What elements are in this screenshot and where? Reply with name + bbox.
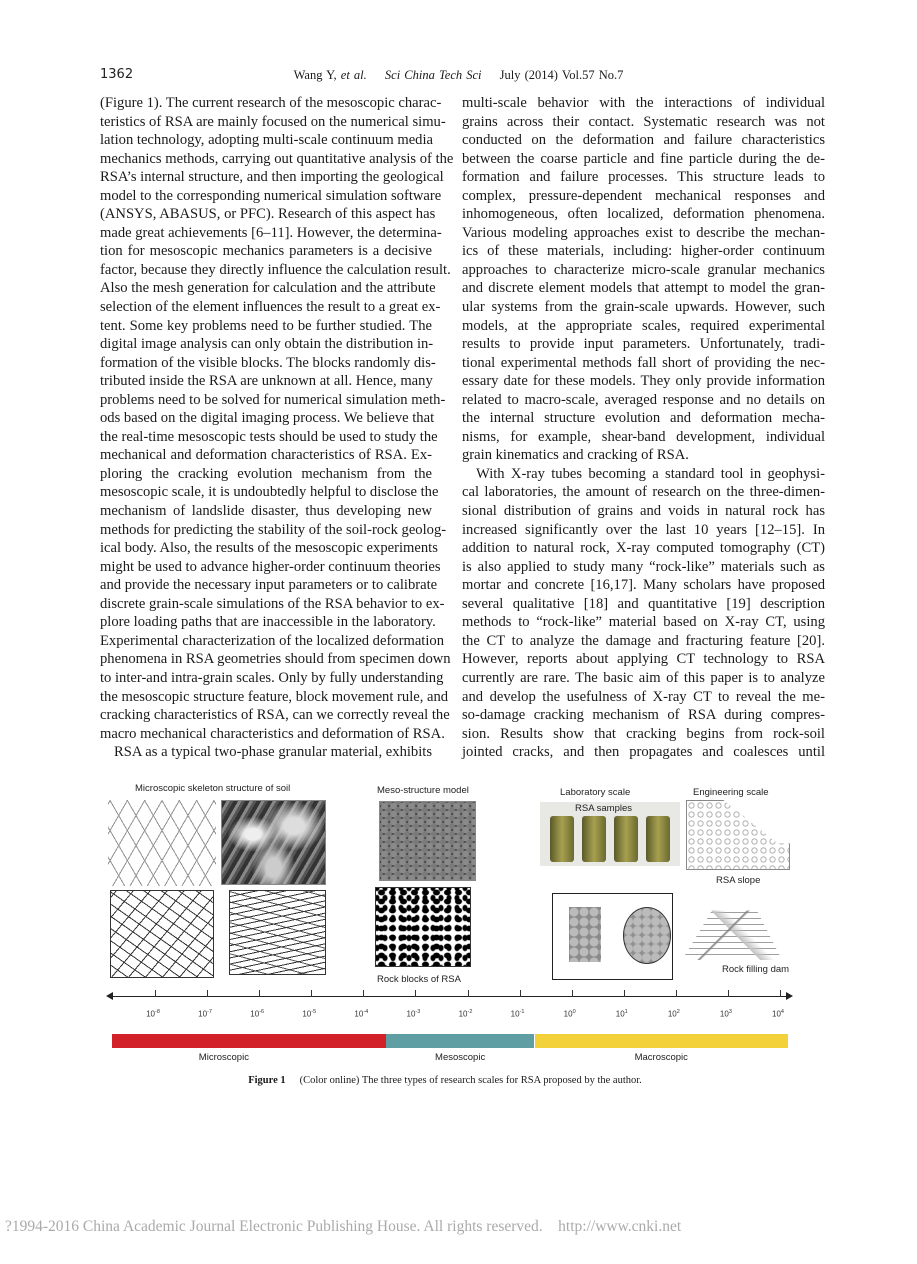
text-line: phenomena in RSA geometries should from specimen down <box>100 651 451 668</box>
tick-base: 10 <box>250 1009 260 1019</box>
label-rsa-slope: RSA slope <box>716 875 761 886</box>
tick-exponent: 1 <box>624 1009 628 1015</box>
tick-exponent: -5 <box>311 1009 317 1015</box>
band-label: Macroscopic <box>634 1052 688 1063</box>
tick-exponent: 4 <box>780 1009 784 1015</box>
tick-base: 10 <box>354 1009 364 1019</box>
text-line: related to macro-scale, averaged response and no details on <box>462 391 825 408</box>
text-line: currently are rare. The basic aim of this paper is to analyze <box>462 669 825 686</box>
axis-tick <box>259 990 260 997</box>
text-line: sional distribution of grains and voids in natural rock has <box>462 503 825 520</box>
text-line: and develop the usefulness of X-ray CT to reveal the me- <box>462 688 825 705</box>
text-line: might be used to advance higher-order continuum theories <box>100 558 441 575</box>
text-line: so-damage cracking mechanism of RSA during compres- <box>462 707 825 724</box>
text-line: tributed inside the RSA are unknown at all. Hence, many <box>100 373 433 390</box>
axis-tick <box>155 990 156 997</box>
tick-label <box>302 1009 316 1019</box>
scale-band-macroscopic <box>535 1034 789 1048</box>
clay-fabric-drawing-a <box>110 890 214 978</box>
text-line: Also the mesh generation for calculation and the attribute <box>100 280 436 297</box>
text-line: conducted on the deformation and failure characteristics <box>462 132 825 149</box>
arrow-right-icon <box>786 992 793 1000</box>
scale-band-mesoscopic <box>386 1034 535 1048</box>
tick-exponent: -4 <box>363 1009 369 1015</box>
text-line: teristics of RSA are mainly focused on the numerical simu- <box>100 113 446 130</box>
label-rsa-samples: RSA samples <box>575 803 633 814</box>
text-line: mechanical and deformation characteristics of RSA. Ex- <box>100 447 432 464</box>
tick-label <box>720 1009 732 1019</box>
text-line: digital image analysis can only obtain the distribution in- <box>100 336 434 353</box>
axis-tick <box>780 990 781 997</box>
tick-exponent: -2 <box>467 1009 473 1015</box>
text-line: nisms, for example, shear-band development, individual <box>462 428 825 445</box>
text-line: methods to “rock-like” material based on X-ray CT, using <box>462 614 825 631</box>
text-line: approaches to characterize micro-scale granular mechanics <box>462 261 825 278</box>
meso-structure-image <box>379 801 476 881</box>
soil-lattice-diagram <box>108 800 216 886</box>
text-line: is also applied to study many “rock-like” materials such as <box>462 558 825 575</box>
tick-base: 10 <box>615 1009 625 1019</box>
text-line: ics of these materials, including: higher-order continuum <box>462 243 825 260</box>
tick-label <box>146 1009 160 1019</box>
text-line: sion. Results show that cracking begins from rock-soil <box>462 725 825 742</box>
text-line: results to provide input parameters. Unfortunately, tradi- <box>462 336 825 353</box>
tick-label <box>564 1009 576 1019</box>
text-line: macro mechanical characteristics and deformation of RSA. <box>100 725 445 742</box>
text-line: (ANSYS, ABASUS, or PFC). Research of this aspect has <box>100 206 436 223</box>
label-meso-model: Meso-structure model <box>377 785 469 796</box>
text-line: mechanism of landslide disaster, thus developing new <box>100 503 432 520</box>
text-line: increased significantly over the last 10 years [12–15]. In <box>462 521 825 538</box>
tick-exponent: -3 <box>415 1009 421 1015</box>
label-eng-scale: Engineering scale <box>693 787 769 798</box>
tick-label <box>407 1009 421 1019</box>
text-line: several qualitative [18] and quantitative [19] description <box>462 595 825 612</box>
tick-base: 10 <box>458 1009 468 1019</box>
text-line: the real-time mesoscopic tests should be used to study the <box>100 428 438 445</box>
tick-base: 10 <box>406 1009 416 1019</box>
text-line: discrete grain-scale simulations of the RSA behavior to ex- <box>100 595 445 612</box>
band-label: Microscopic <box>198 1052 249 1063</box>
text-line: essary date for these models. They only provide information <box>462 373 825 390</box>
running-header <box>0 68 917 83</box>
text-line: cal laboratories, the amount of research on the three-dimen- <box>462 484 825 501</box>
label-rock-blocks: Rock blocks of RSA <box>377 974 461 985</box>
axis-tick <box>468 990 469 997</box>
rsa-slope-drawing <box>686 800 790 870</box>
text-line: RSA’s internal structure, and then importing the geological <box>100 169 444 186</box>
tick-label <box>772 1009 784 1019</box>
header-issue: July (2014) Vol.57 No.7 <box>499 68 624 82</box>
text-line: between the coarse particle and fine particle during the de- <box>462 150 825 167</box>
header-et-al: et al. <box>340 68 367 82</box>
text-line: grain kinematics and cracking of RSA. <box>462 447 689 464</box>
text-line: and discrete element models that attempt to model the gran- <box>462 280 825 297</box>
axis-tick <box>415 990 416 997</box>
tick-label <box>459 1009 473 1019</box>
copyright-footer: ?1994-2016 China Academic Journal Electronic Publishing House. All rights reserved. http://www.cnki.net <box>5 1218 682 1235</box>
text-line: jointed cracks, and then propagates and coalesces until <box>462 744 825 761</box>
text-line: (Figure 1). The current research of the mesoscopic charac- <box>100 95 442 111</box>
tick-base: 10 <box>146 1009 156 1019</box>
text-line: addition to natural rock, X-ray computed tomography (CT) <box>462 540 825 557</box>
text-line: methods for predicting the stability of the soil-rock geolog- <box>100 521 447 538</box>
text-line: problems need to be solved for numerical simulation meth- <box>100 391 446 408</box>
text-line: mesoscopic scale, it is undoubtedly helpful to disclose the <box>100 484 439 501</box>
header-authors: Wang Y, <box>293 68 337 82</box>
text-line: tion for mesoscopic mechanics parameters is a decisive <box>100 243 432 260</box>
text-line: lation technology, adopting multi-scale continuum media <box>100 132 434 149</box>
clay-fabric-drawing-b <box>229 890 326 975</box>
label-micro-skeleton: Microscopic skeleton structure of soil <box>135 783 291 794</box>
right-text-column <box>462 94 825 762</box>
tick-exponent: -1 <box>519 1009 525 1015</box>
tick-base: 10 <box>198 1009 208 1019</box>
text-line: model to the corresponding numerical simulation software <box>100 187 442 204</box>
text-line: formation of the visible blocks. The blocks randomly dis- <box>100 354 436 371</box>
text-line: to inter-and intra-grain scales. Only by fully understanding <box>100 669 444 686</box>
axis-tick <box>624 990 625 997</box>
scale-axis <box>112 996 788 997</box>
axis-tick <box>676 990 677 997</box>
left-text-column <box>100 94 454 762</box>
tick-label <box>198 1009 212 1019</box>
caption-label: Figure 1 <box>248 1075 286 1086</box>
tick-base: 10 <box>302 1009 312 1019</box>
text-line: the internal structure evolution and deformation mecha- <box>462 410 825 427</box>
text-line: made great achievements [6–11]. However, the determina- <box>100 224 442 241</box>
tick-label <box>511 1009 525 1019</box>
axis-tick <box>311 990 312 997</box>
header-journal: Sci China Tech Sci <box>384 68 482 82</box>
text-line: the CT to analyze the damage and fracturing feature [20]. <box>462 632 825 649</box>
text-line: With X-ray tubes becoming a standard tool in geophysi- <box>476 465 825 482</box>
text-line: formation and failure processes. This structure leads to <box>462 169 825 186</box>
axis-tick <box>363 990 364 997</box>
axis-tick <box>520 990 521 997</box>
text-line: the mesoscopic structure feature, block movement rule, and <box>100 688 449 705</box>
axis-tick <box>728 990 729 997</box>
caption-text: (Color online) The three types of research scales for RSA proposed by the author. <box>299 1075 642 1086</box>
tick-exponent: -6 <box>259 1009 265 1015</box>
page-number: 1362 <box>100 67 134 82</box>
tick-exponent: 2 <box>676 1009 680 1015</box>
label-rock-dam: Rock filling dam <box>722 964 790 975</box>
text-line: mechanics methods, carrying out quantitative analysis of the <box>100 150 454 167</box>
text-line: mortar and concrete [16,17]. Many scholars have proposed <box>462 577 825 594</box>
text-line: Experimental characterization of the localized deformation <box>100 632 445 649</box>
sem-micrograph <box>221 800 326 885</box>
ct-specimen-image <box>552 893 673 980</box>
text-line: cracking characteristics of RSA, can we correctly reveal the <box>100 707 450 724</box>
text-line: grains across their contact. Systematic research was not <box>462 113 825 130</box>
tick-base: 10 <box>719 1009 729 1019</box>
tick-base: 10 <box>563 1009 573 1019</box>
arrow-left-icon <box>106 992 113 1000</box>
tick-exponent: -7 <box>207 1009 212 1015</box>
axis-tick <box>207 990 208 997</box>
text-line: However, reports about applying CT technology to RSA <box>462 651 825 668</box>
text-line: complex, pressure-dependent mechanical responses and <box>462 187 825 204</box>
text-line: models, at the appropriate scales, required experimental <box>462 317 825 334</box>
text-line: plore loading paths that are inaccessible in the laboratory. <box>100 614 436 631</box>
tick-base: 10 <box>772 1009 781 1019</box>
figure-caption <box>0 1075 890 1086</box>
text-line: ploring the cracking evolution mechanism from the <box>100 465 432 482</box>
rsa-samples-photo <box>540 802 680 866</box>
tick-base: 10 <box>510 1009 520 1019</box>
tick-exponent: -8 <box>155 1009 160 1015</box>
tick-label <box>668 1009 680 1019</box>
text-line: multi-scale behavior with the interactions of individual <box>462 95 825 111</box>
rock-dam-drawing <box>682 905 782 960</box>
tick-label <box>250 1009 264 1019</box>
text-line: Various modeling approaches exist to describe the mechan- <box>462 224 825 241</box>
band-label: Mesoscopic <box>435 1052 486 1063</box>
text-line: and provide the necessary input parameters or to calibrate <box>100 577 438 594</box>
text-line: ical body. Also, the results of the mesoscopic experiments <box>100 540 438 557</box>
label-lab-scale: Laboratory scale <box>560 787 631 798</box>
text-line: RSA as a typical two-phase granular material, exhibits <box>114 744 432 761</box>
tick-exponent: 3 <box>728 1009 732 1015</box>
text-line: ods based on the digital imaging process. We believe that <box>100 410 435 427</box>
scale-band-microscopic <box>112 1034 386 1048</box>
axis-tick <box>572 990 573 997</box>
tick-exponent: 0 <box>572 1009 576 1015</box>
tick-base: 10 <box>667 1009 677 1019</box>
text-line: inhomogeneous, often localized, deformation phenomena. <box>462 206 825 223</box>
text-line: tional experimental methods fall short of providing the nec- <box>462 354 825 371</box>
rock-blocks-image <box>375 887 471 967</box>
tick-label <box>616 1009 628 1019</box>
tick-label <box>354 1009 368 1019</box>
text-line: ular systems from the grain-scale upwards. However, such <box>462 299 825 316</box>
text-line: factor, because they directly influence the calculation result. <box>100 261 451 278</box>
text-line: tent. Some key problems need to be further studied. The <box>100 317 432 334</box>
text-line: selection of the element influences the result to a great ex- <box>100 299 441 316</box>
